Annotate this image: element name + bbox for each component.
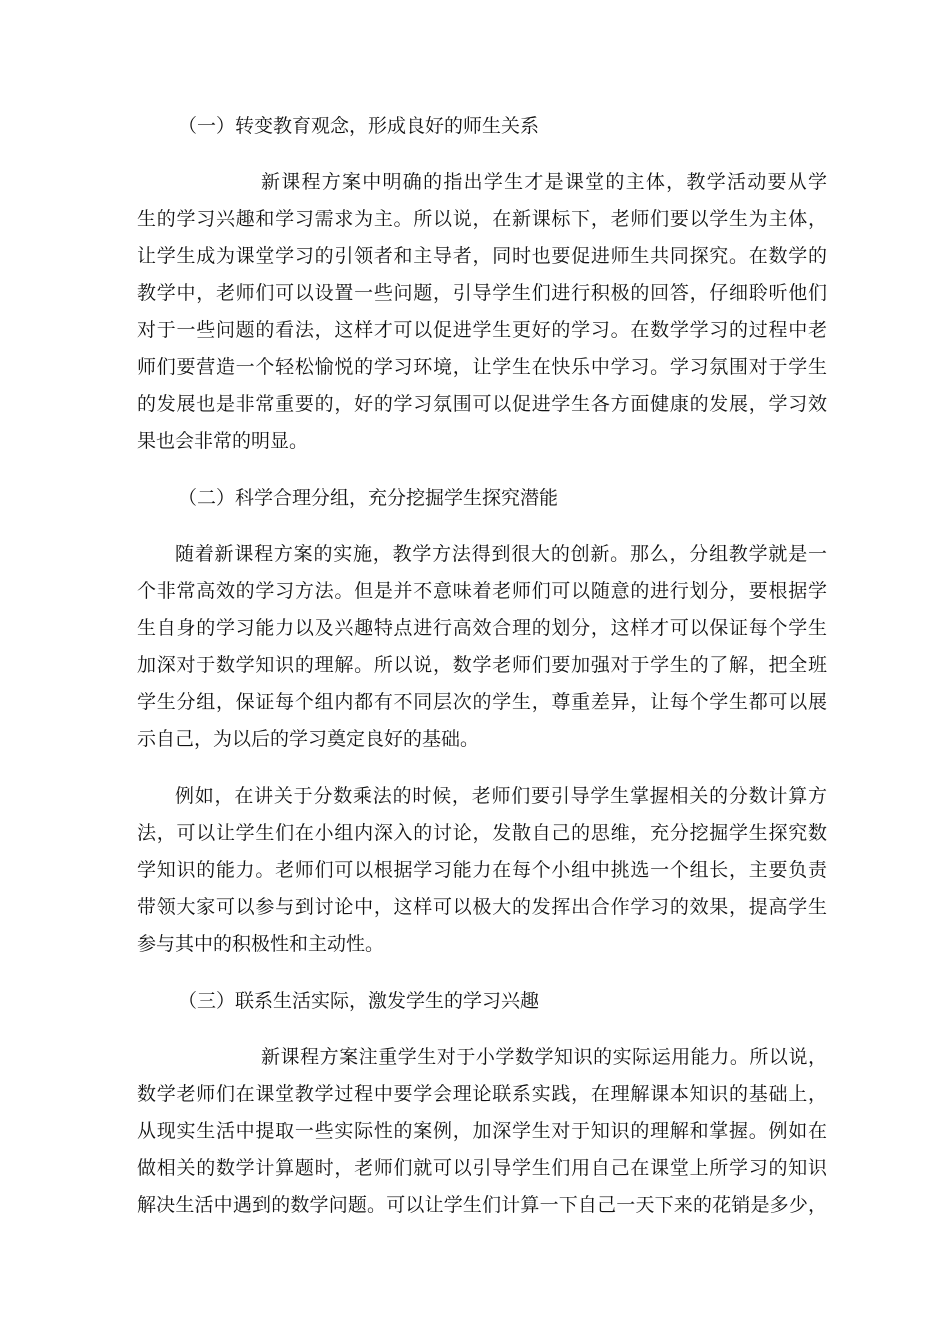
paragraph-line: 果也会非常的明显。	[137, 430, 309, 452]
section-heading-2: （二）科学合理分组，充分挖掘学生探究潜能	[178, 487, 559, 509]
paragraph-line: 生自身的学习能力以及兴趣特点进行高效合理的划分，这样才可以保证每个学生	[137, 617, 827, 639]
paragraph-line: 学生分组，保证每个组内都有不同层次的学生，尊重差异，让每个学生都可以展	[137, 691, 827, 713]
paragraph-line: 带领大家可以参与到讨论中，这样可以极大的发挥出合作学习的效果，提高学生	[137, 896, 827, 918]
paragraph-line: 师们要营造一个轻松愉悦的学习环境，让学生在快乐中学习。学习氛围对于学生	[137, 356, 827, 378]
paragraph-line: 从现实生活中提取一些实际性的案例，加深学生对于知识的理解和掌握。例如在	[137, 1120, 827, 1142]
paragraph-line: 数学老师们在课堂教学过程中要学会理论联系实践，在理解课本知识的基础上，	[137, 1083, 827, 1105]
paragraph-line: 生的学习兴趣和学习需求为主。所以说，在新课标下，老师们要以学生为主体，	[137, 208, 827, 230]
section-heading-1: （一）转变教育观念，形成良好的师生关系	[178, 115, 540, 137]
paragraph-line: 教学中，老师们可以设置一些问题，引导学生们进行积极的回答，仔细聆听他们	[137, 282, 827, 304]
paragraph-line: 个非常高效的学习方法。但是并不意味着老师们可以随意的进行划分，要根据学	[137, 580, 827, 602]
paragraph-line: 新课程方案中明确的指出学生才是课堂的主体，教学活动要从学	[261, 171, 827, 193]
paragraph-line: 做相关的数学计算题时，老师们就可以引导学生们用自己在课堂上所学习的知识	[137, 1157, 827, 1179]
paragraph-line: 的发展也是非常重要的，好的学习氛围可以促进学生各方面健康的发展，学习效	[137, 393, 827, 415]
paragraph-line: 法，可以让学生们在小组内深入的讨论，发散自己的思维，充分挖掘学生探究数	[137, 822, 827, 844]
section-heading-3: （三）联系生活实际，激发学生的学习兴趣	[178, 990, 540, 1012]
paragraph-line: 让学生成为课堂学习的引领者和主导者，同时也要促进师生共同探究。在数学的	[137, 245, 827, 267]
paragraph-line: 例如，在讲关于分数乘法的时候，老师们要引导学生掌握相关的分数计算方	[175, 785, 827, 807]
paragraph-line: 示自己，为以后的学习奠定良好的基础。	[137, 728, 480, 750]
paragraph-line: 新课程方案注重学生对于小学数学知识的实际运用能力。所以说，	[261, 1046, 827, 1068]
paragraph-line: 随着新课程方案的实施，教学方法得到很大的创新。那么，分组教学就是一	[175, 543, 827, 565]
paragraph-line: 解决生活中遇到的数学问题。可以让学生们计算一下自己一天下来的花销是多少，	[137, 1194, 827, 1216]
paragraph-line: 加深对于数学知识的理解。所以说，数学老师们要加强对于学生的了解，把全班	[137, 654, 827, 676]
paragraph-line: 学知识的能力。老师们可以根据学习能力在每个小组中挑选一个组长，主要负责	[137, 859, 827, 881]
paragraph-line: 参与其中的积极性和主动性。	[137, 933, 385, 955]
paragraph-line: 对于一些问题的看法，这样才可以促进学生更好的学习。在数学学习的过程中老	[137, 319, 827, 341]
